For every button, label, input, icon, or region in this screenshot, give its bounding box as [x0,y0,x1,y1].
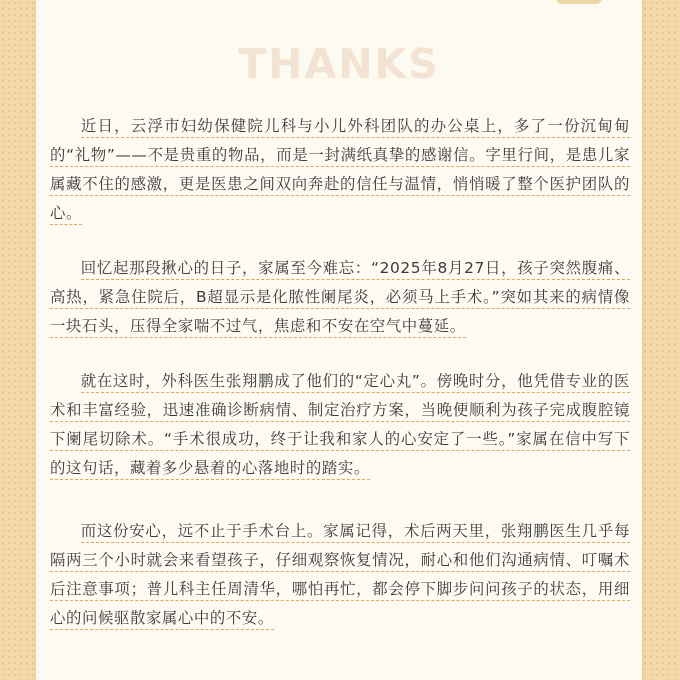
article-body [50,112,630,660]
article-paragraph-2 [50,254,630,341]
paper-corner-tab [556,0,602,4]
article-paragraph-1 [50,112,630,228]
paragraph-text: 回忆起那段揪心的日子，家属至今难忘：“2025年8月27日，孩子突然腹痛、高热，紧急住院后，B超显示是化脓性阑尾炎，必须马上手术。”突如其来的病情像一块石头，压得全家喘不过气，焦虑和不安在空气中蔓延。 [50,259,630,338]
letter-paper [36,0,642,680]
article-paragraph-3 [50,367,630,483]
page-title: THANKS [238,40,440,88]
paragraph-text: 就在这时，外科医生张翔鹏成了他们的“定心丸”。傍晚时分，他凭借专业的医术和丰富经验，迅速准确诊断病情、制定治疗方案，当晚便顺利为孩子完成腹腔镜下阑尾切除术。“手术很成功，终于让我和家人的心安定了一些。”家属在信中写下的这句话，藏着多少悬着的心落地时的踏实。 [50,372,630,480]
paragraph-text: 而这份安心，远不止于手术台上。家属记得，术后两天里，张翔鹏医生几乎每隔两三个小时就会来看望孩子，仔细观察恢复情况，耐心和他们沟通病情、叮嘱术后注意事项；普儿科主任周清华，哪怕再忙，都会停下脚步问问孩子的状态，用细心的问候驱散家属心中的不安。 [50,522,630,630]
article-paragraph-4 [50,517,630,633]
paragraph-text: 近日，云浮市妇幼保健院儿科与小儿外科团队的办公桌上，多了一份沉甸甸的“礼物”——不是贵重的物品，而是一封满纸真挚的感谢信。字里行间，是患儿家属藏不住的感激，更是医患之间双向奔赴的信任与温情，悄悄暖了整个医护团队的心。 [50,117,630,225]
